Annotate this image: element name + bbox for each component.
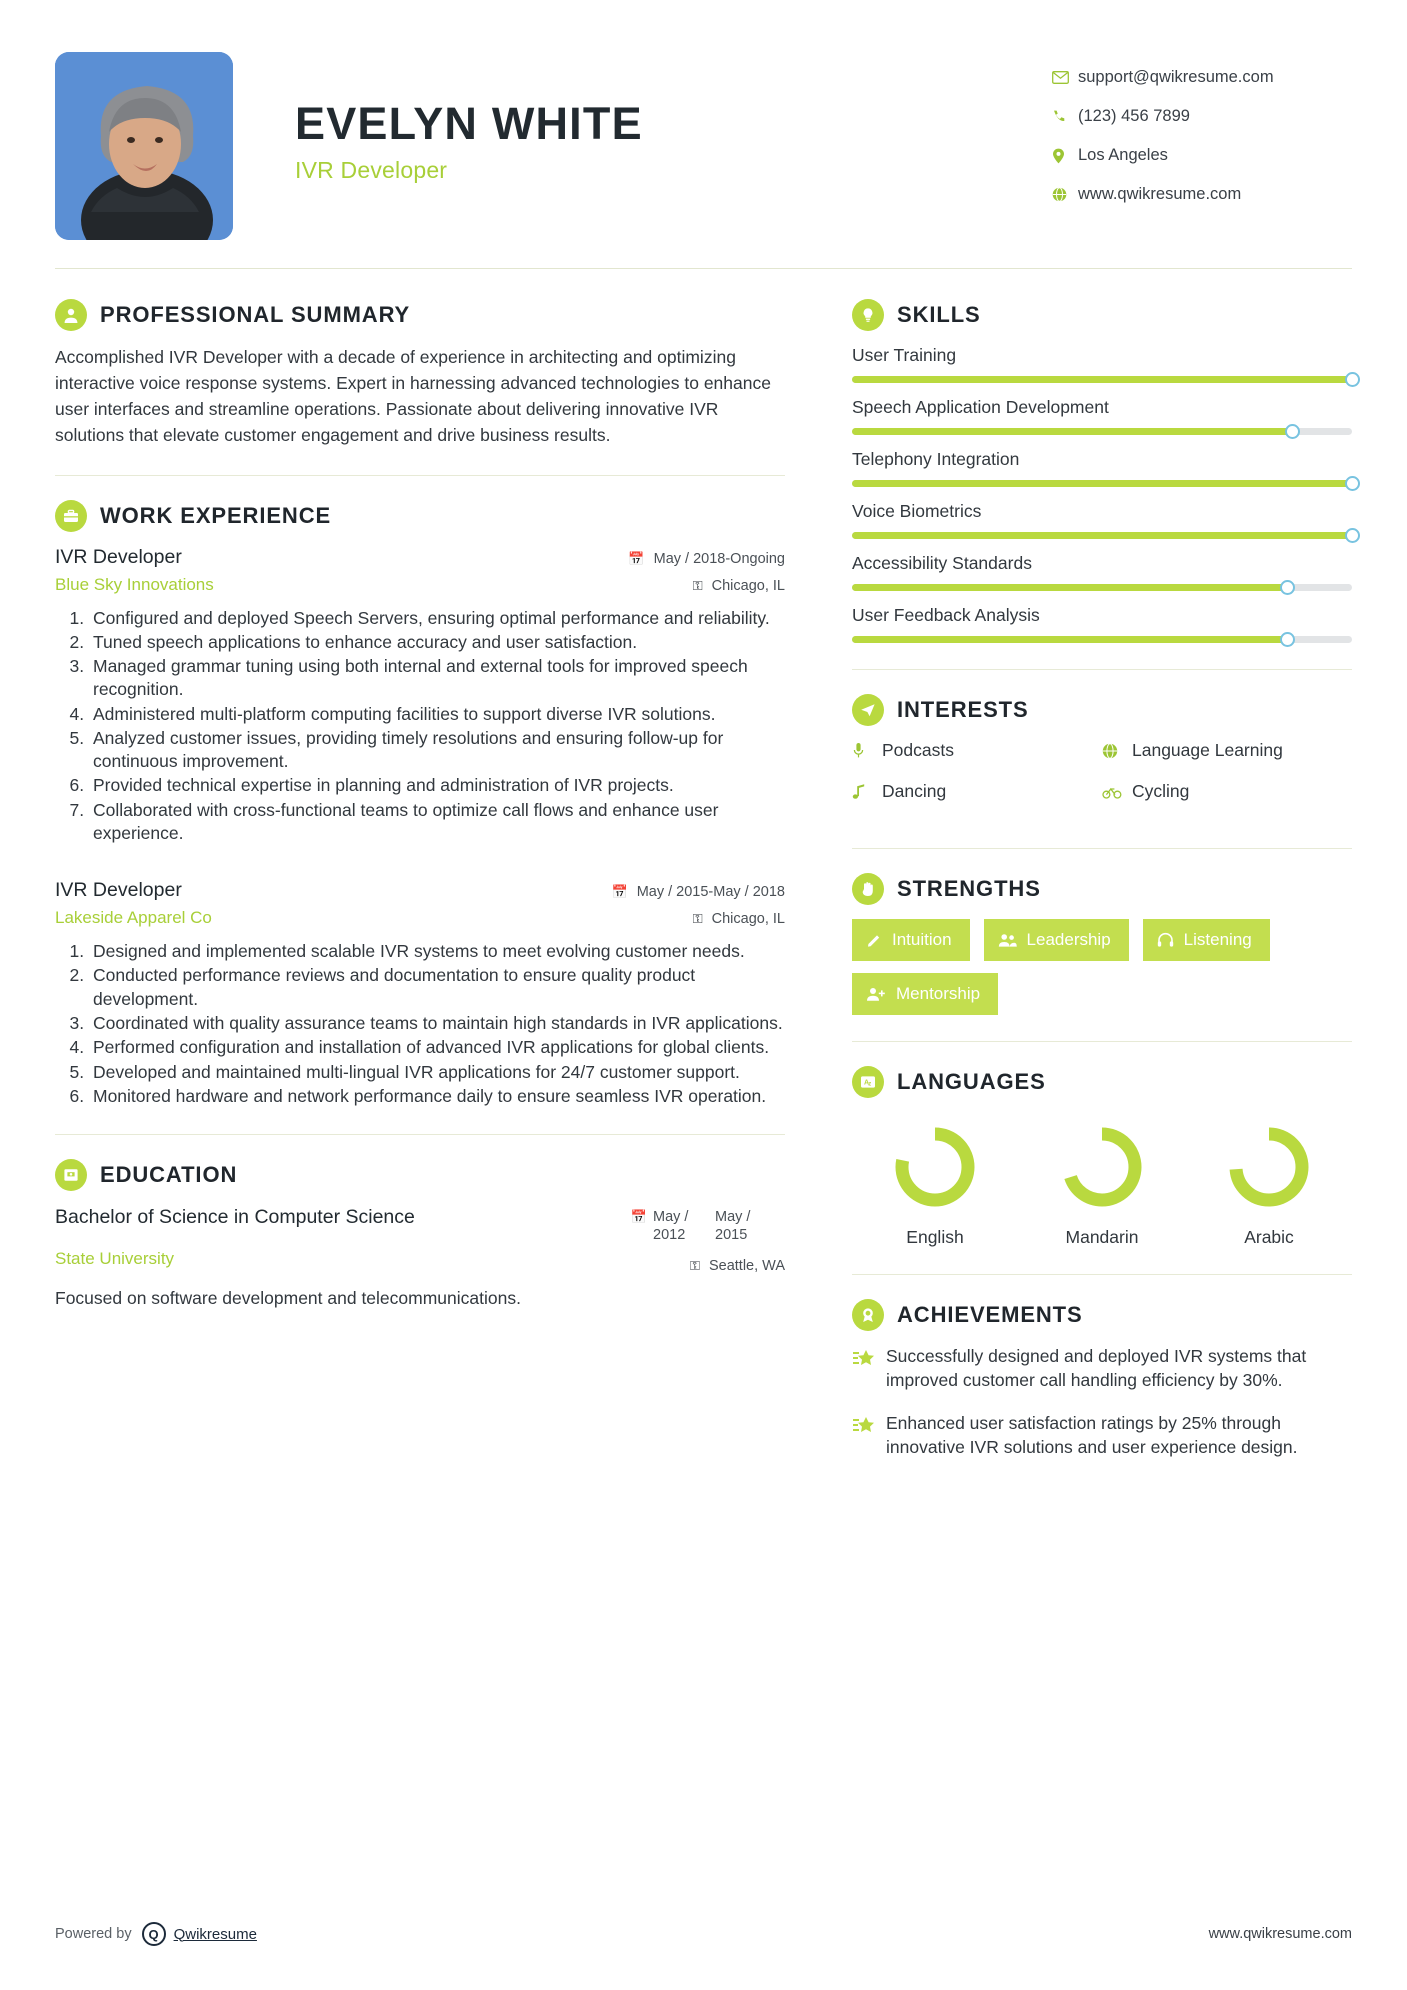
brand-link[interactable]: Qwikresume <box>173 1925 257 1943</box>
powered-by-label: Powered by <box>55 1926 132 1942</box>
language-label: Mandarin <box>1065 1227 1139 1247</box>
user-icon <box>55 299 87 331</box>
interest-item <box>1102 740 1352 761</box>
interest-label: Dancing <box>882 781 947 801</box>
work-dates: May / 2015-May / 2018 <box>636 884 785 901</box>
section-title-languages: LANGUAGES <box>897 1069 1046 1094</box>
interest-label: Cycling <box>1132 781 1190 801</box>
language-label: English <box>906 1227 964 1247</box>
job-title: IVR Developer <box>295 157 448 184</box>
section-title-strengths: STRENGTHS <box>897 876 1041 901</box>
left-column <box>55 269 830 1480</box>
map-pin-icon: ⚿ <box>690 1258 700 1274</box>
work-company: Blue Sky Innovations <box>55 574 214 594</box>
work-item <box>55 546 785 846</box>
microphone-icon <box>852 742 882 759</box>
skill-track <box>852 376 1352 383</box>
work-role: IVR Developer <box>55 545 182 568</box>
strength-label: Leadership <box>1026 930 1111 949</box>
achievement-item <box>852 1412 1352 1459</box>
list-item: 1. Designed and implemented scalable IVR systems to meet evolving customer needs. <box>89 940 785 963</box>
language-donut <box>1224 1122 1314 1212</box>
list-item: 2. Conducted performance reviews and documentation to ensure quality product development. <box>89 964 785 1011</box>
divider-interests <box>852 848 1352 849</box>
work-location: Chicago, IL <box>711 911 785 928</box>
footer <box>55 1922 1352 1946</box>
skill-track <box>852 636 1352 643</box>
language-donut <box>890 1122 980 1212</box>
skill-track <box>852 532 1352 539</box>
contact-location[interactable] <box>1052 146 1352 165</box>
footer-website[interactable]: www.qwikresume.com <box>1208 1926 1352 1942</box>
education-degree: Bachelor of Science in Computer Science <box>55 1206 415 1229</box>
list-item: 4. Performed configuration and installation of advanced IVR applications for global clients. <box>89 1036 785 1059</box>
section-header-achievements <box>852 1299 1352 1331</box>
contact-phone[interactable] <box>1052 107 1352 126</box>
resume-header <box>55 40 1352 240</box>
skill-fill <box>852 584 1287 591</box>
interest-item <box>852 781 1102 802</box>
work-bullets <box>55 940 785 1108</box>
section-title-skills: SKILLS <box>897 302 981 327</box>
section-header-education <box>55 1159 785 1191</box>
contact-email[interactable] <box>1052 68 1352 87</box>
right-column <box>830 269 1352 1480</box>
work-bullets <box>55 607 785 846</box>
graduation-cap-icon <box>55 1159 87 1191</box>
education-school: State University <box>55 1249 175 1269</box>
summary-text: Accomplished IVR Developer with a decade of experience in architecting and optimizing interactive voice response systems. Expert in harnessing advanced technologies to enhance user interfaces and streamline operations. Passionate about delivering innovative IVR solutions that elevate customer engagement and drive business results. <box>55 347 771 445</box>
divider-languages <box>852 1274 1352 1275</box>
strength-label: Listening <box>1183 930 1252 949</box>
contact-email-text: support@qwikresume.com <box>1078 68 1274 86</box>
education-item <box>55 1205 785 1274</box>
phone-icon <box>1052 109 1078 124</box>
skill-label: Voice Biometrics <box>852 501 982 521</box>
award-icon <box>852 1299 884 1331</box>
list-item: 7. Collaborated with cross-functional teams to optimize call flows and enhance user experience. <box>89 799 785 846</box>
section-header-work <box>55 500 785 532</box>
skill-item <box>852 605 1352 643</box>
strength-chip <box>852 919 970 961</box>
translate-icon <box>852 1066 884 1098</box>
interest-item <box>1102 781 1352 802</box>
achievement-text: Enhanced user satisfaction ratings by 25% through innovative IVR solutions and user experience design. <box>886 1413 1298 1457</box>
section-title-achievements: ACHIEVEMENTS <box>897 1302 1083 1327</box>
divider-work <box>55 1134 785 1135</box>
skill-label: User Feedback Analysis <box>852 605 1040 625</box>
lightbulb-icon <box>852 299 884 331</box>
achievement-text: Successfully designed and deployed IVR systems that improved customer call handling efficiency by 30%. <box>886 1346 1307 1390</box>
headphones-icon <box>1157 932 1174 948</box>
work-company: Lakeside Apparel Co <box>55 908 212 928</box>
section-title-summary: PROFESSIONAL SUMMARY <box>100 302 411 327</box>
list-item: 4. Administered multi-platform computing facilities to support diverse IVR solutions. <box>89 703 785 726</box>
skill-label: Speech Application Development <box>852 397 1109 417</box>
list-item: 3. Coordinated with quality assurance teams to maintain high standards in IVR applications. <box>89 1012 785 1035</box>
section-title-education: EDUCATION <box>100 1162 238 1188</box>
skill-item <box>852 345 1352 383</box>
map-pin-icon: ⚿ <box>692 577 703 593</box>
skill-fill <box>852 428 1292 435</box>
user-plus-icon <box>866 986 886 1002</box>
skill-knob[interactable] <box>1285 424 1300 439</box>
bicycle-icon <box>1102 785 1132 799</box>
pencil-icon <box>866 932 882 948</box>
contact-phone-text: (123) 456 7899 <box>1078 107 1190 125</box>
skill-knob[interactable] <box>1345 372 1360 387</box>
skill-item <box>852 397 1352 435</box>
section-header-interests <box>852 694 1352 726</box>
skill-knob[interactable] <box>1345 476 1360 491</box>
skill-knob[interactable] <box>1280 580 1295 595</box>
section-title-work: WORK EXPERIENCE <box>100 502 332 528</box>
list-item: 5. Analyzed customer issues, providing timely resolutions and ensuring follow-up for continuous improvement. <box>89 727 785 774</box>
location-pin-icon <box>1052 148 1078 164</box>
calendar-icon: 📅 <box>611 884 628 900</box>
skill-track <box>852 480 1352 487</box>
skill-fill <box>852 480 1352 487</box>
interest-item <box>852 740 1102 761</box>
skill-item <box>852 501 1352 539</box>
resume-body <box>55 269 1352 1480</box>
divider-summary <box>55 475 785 476</box>
strengths-list <box>852 919 1352 1015</box>
music-note-icon <box>852 783 882 800</box>
work-location: Chicago, IL <box>711 577 785 594</box>
qwikresume-logo-icon: Q <box>142 1922 166 1946</box>
education-description: Focused on software development and telecommunications. <box>55 1288 521 1309</box>
page-title: EVELYN WHITE <box>295 98 643 149</box>
section-title-interests: INTERESTS <box>897 697 1029 722</box>
education-location-wrap <box>631 1258 785 1274</box>
avatar <box>55 52 233 240</box>
divider-skills <box>852 669 1352 670</box>
contact-website[interactable] <box>1052 185 1352 204</box>
map-pin-icon: ⚿ <box>692 911 703 927</box>
interest-label: Podcasts <box>882 740 954 760</box>
list-item: 2. Tuned speech applications to enhance accuracy and user satisfaction. <box>89 631 785 654</box>
strength-label: Intuition <box>892 930 952 949</box>
work-item <box>55 879 785 1108</box>
work-dates: May / 2018-Ongoing <box>653 550 785 567</box>
language-item <box>870 1122 1000 1248</box>
svg-text:z: z <box>868 1081 872 1088</box>
strength-chip <box>984 919 1129 961</box>
achievement-item <box>852 1345 1352 1392</box>
contact-website-text: www.qwikresume.com <box>1078 185 1242 203</box>
hand-icon <box>852 873 884 905</box>
list-item: 3. Managed grammar tuning using both internal and external tools for improved speech recognition. <box>89 655 785 702</box>
language-label: Arabic <box>1244 1227 1294 1247</box>
section-header-strengths <box>852 873 1352 905</box>
skill-item <box>852 553 1352 591</box>
briefcase-icon <box>55 500 87 532</box>
skill-fill <box>852 532 1352 539</box>
list-item: 6. Monitored hardware and network performance daily to ensure seamless IVR operation. <box>89 1085 785 1108</box>
calendar-icon: 📅 <box>630 1209 647 1225</box>
interest-label: Language Learning <box>1132 740 1283 760</box>
skill-track <box>852 584 1352 591</box>
strength-chip <box>1143 919 1270 961</box>
language-donut <box>1057 1122 1147 1212</box>
education-date-start: May / 2012 <box>653 1209 689 1243</box>
skill-track <box>852 428 1352 435</box>
section-header-skills <box>852 299 1352 331</box>
skill-label: User Training <box>852 345 957 365</box>
list-item: 6. Provided technical expertise in planning and administration of IVR projects. <box>89 774 785 797</box>
skill-fill <box>852 376 1352 383</box>
mail-icon <box>1052 71 1078 84</box>
globe-icon <box>1052 187 1078 202</box>
skill-knob[interactable] <box>1280 632 1295 647</box>
skill-knob[interactable] <box>1345 528 1360 543</box>
skill-label: Telephony Integration <box>852 449 1020 469</box>
svg-text:A: A <box>864 1079 870 1087</box>
users-icon <box>998 932 1017 948</box>
list-item: 5. Developed and maintained multi-lingual IVR applications for 24/7 customer support. <box>89 1061 785 1084</box>
contact-location-text: Los Angeles <box>1078 146 1168 164</box>
work-role: IVR Developer <box>55 879 182 902</box>
ribbon-star-icon <box>852 1412 886 1442</box>
divider-strengths <box>852 1041 1352 1042</box>
name-block <box>233 52 1052 184</box>
section-header-languages <box>852 1066 1352 1098</box>
list-item: 1. Configured and deployed Speech Servers, ensuring optimal performance and reliability. <box>89 607 785 630</box>
skill-label: Accessibility Standards <box>852 553 1032 573</box>
paper-plane-icon <box>852 694 884 726</box>
education-location: Seattle, WA <box>708 1258 785 1275</box>
languages-list <box>852 1112 1352 1248</box>
section-header-summary <box>55 299 785 331</box>
language-item <box>1037 1122 1167 1248</box>
contact-list <box>1052 52 1352 224</box>
language-item <box>1204 1122 1334 1248</box>
language-globe-icon <box>1102 743 1132 759</box>
ribbon-star-icon <box>852 1345 886 1375</box>
strength-chip <box>852 973 998 1015</box>
education-date-end: May / 2015 <box>715 1209 751 1243</box>
interests-list <box>852 740 1352 822</box>
calendar-icon: 📅 <box>628 550 645 566</box>
skill-item <box>852 449 1352 487</box>
strength-label: Mentorship <box>896 984 981 1003</box>
skill-fill <box>852 636 1287 643</box>
